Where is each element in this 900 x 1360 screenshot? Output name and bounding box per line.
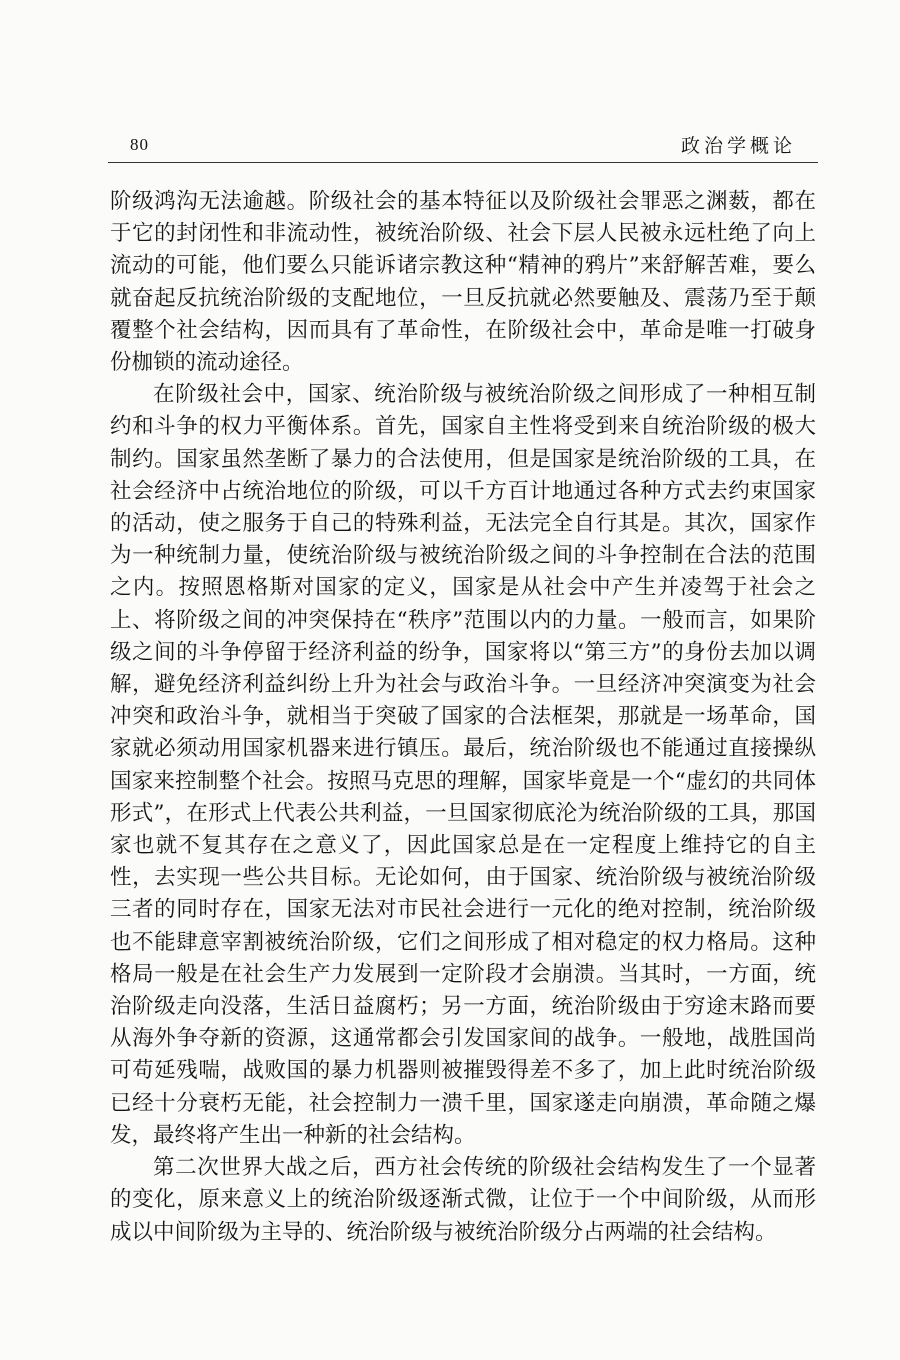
body-text [110,186,816,1249]
page-header [108,125,818,163]
running-title: 政治学概论 [680,135,796,157]
page-number: 80 [130,135,149,154]
paragraph: 第二次世界大战之后，西方社会传统的阶级社会结构发生了一个显著的变化，原来意义上的统治阶级逐渐式微，让位于一个中间阶级，从而形成以中间阶级为主导的、统治阶级与被统治阶级分占两端的社会结构。 [110,1155,816,1245]
paragraph: 在阶级社会中，国家、统治阶级与被统治阶级之间形成了一种相互制约和斗争的权力平衡体系。首先，国家自主性将受到来自统治阶级的极大制约。国家虽然垄断了暴力的合法使用，但是国家是统治阶级的工具，在社会经济中占统治地位的阶级，可以千方百计地通过各种方式去约束国家的活动，使之服务于自己的特殊利益，无法完全自行其是。其次，国家作为一种统制力量，使统治阶级与被统治阶级之间的斗争控制在合法的范围之内。按照恩格斯对国家的定义，国家是从社会中产生并凌驾于社会之上、将阶级之间的冲突保持在“秩序”范围以内的力量。一般而言，如果阶级之间的斗争停留于经济利益的纷争，国家将以“第三方”的身份去加以调解，避免经济利益纠纷上升为社会与政治斗争。一旦经济冲突演变为社会冲突和政治斗争，就相当于突破了国家的合法框架，那就是一场革命，国家就必须动用国家机器来进行镇压。最后，统治阶级也不能通过直接操纵国家来控制整个社会。按照马克思的理解，国家毕竟是一个“虚幻的共同体形式”，在形式上代表公共利益，一旦国家彻底沦为统治阶级的工具，那国家也就不复其存在之意义了，因此国家总是在一定程度上维持它的自主性，去实现一些公共目标。无论如何，由于国家、统治阶级与被统治阶级三者的同时存在，国家无法对市民社会进行一元化的绝对控制，统治阶级也不能肆意宰割被统治阶级，它们之间形成了相对稳定的权力格局。这种格局一般是在社会生产力发展到一定阶段才会崩溃。当其时，一方面，统治阶级走向没落，生活日益腐朽；另一方面，统治阶级由于穷途末路而要从海外争夺新的资源，这通常都会引发国家间的战争。一般地，战胜国尚可苟延残喘，战败国的暴力机器则被摧毁得差不多了，加上此时统治阶级已经十分衰朽无能，社会控制力一溃千里，国家遂走向崩溃，革命随之爆发，最终将产生出一种新的社会结构。 [110,382,816,1148]
paragraph-continued: 阶级鸿沟无法逾越。阶级社会的基本特征以及阶级社会罪恶之渊薮，都在于它的封闭性和非流动性，被统治阶级、社会下层人民被永远杜绝了向上流动的可能，他们要么只能诉诸宗教这种“精神的鸦片”来舒解苦难，要么就奋起反抗统治阶级的支配地位，一旦反抗就必然要触及、震荡乃至于颠覆整个社会结构，因而具有了革命性，在阶级社会中，革命是唯一打破身份枷锁的流动途径。 [110,189,816,376]
header-rule [108,162,818,163]
